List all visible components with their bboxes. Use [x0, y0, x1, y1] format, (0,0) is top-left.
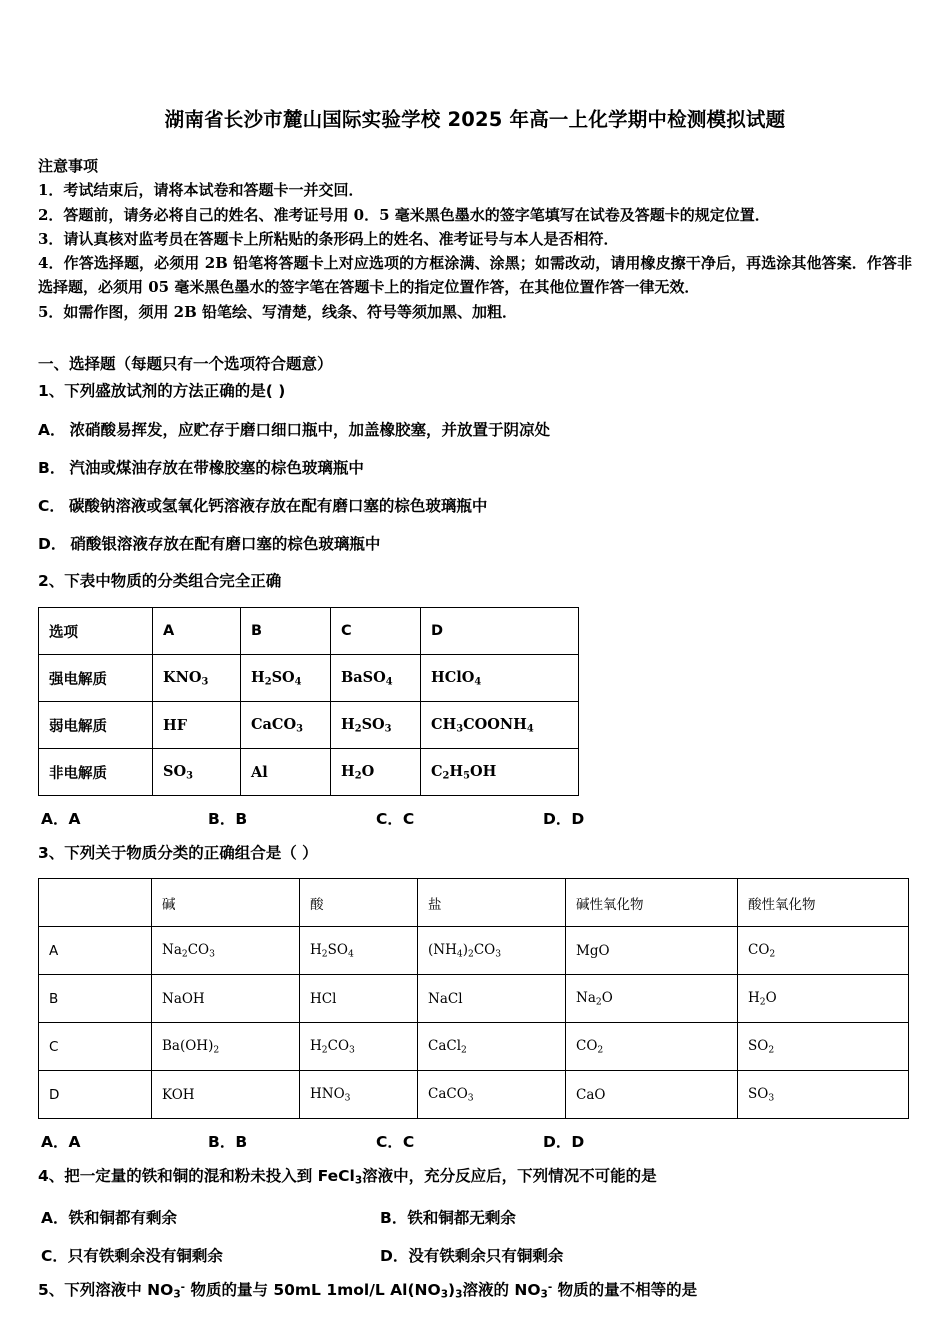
cell-formula: $CO_2$ [738, 927, 909, 975]
cell-formula: $SO_3$ [153, 749, 241, 796]
question-4-options-row-2 [38, 1244, 912, 1266]
cell-formula: HCl [300, 975, 418, 1023]
option-label: A． [41, 1208, 69, 1227]
header-cell-d: D [421, 608, 579, 655]
cell-formula: $H_2CO_3$ [300, 1023, 418, 1071]
question-4-option-c[interactable] [41, 1244, 223, 1266]
cell-formula: CaCO$_3$ [418, 1071, 566, 1119]
notice-line-1: 1．考试结束后，请将本试卷和答题卡一并交回． [38, 181, 364, 200]
table-row [39, 1023, 909, 1071]
cell-formula: $H_2SO_4$ [241, 655, 331, 702]
cell-formula: $C_2H_5OH$ [421, 749, 579, 796]
question-1-stem: 1、下列盛放试剂的方法正确的是( ) [38, 381, 286, 400]
question-3-answer-a[interactable]: A．A [41, 1133, 81, 1152]
cell-formula: $Na_2CO_3$ [152, 927, 300, 975]
cell-formula: HClO$_4$ [421, 655, 579, 702]
option-text: 汽油或煤油存放在带橡胶塞的棕色玻璃瓶中 [69, 458, 364, 477]
cell-formula: HF [153, 702, 241, 749]
classification-table-body [39, 879, 909, 1119]
cell-formula: BaSO$_4$ [331, 655, 421, 702]
question-2-answer-b[interactable]: B．B [208, 810, 248, 829]
cell-formula: $H_2O$ [331, 749, 421, 796]
option-text: 硝酸银溶液存放在配有磨口塞的棕色玻璃瓶中 [70, 535, 381, 554]
cell-formula: $Ba(OH)_2$ [152, 1023, 300, 1071]
question-1-option-c[interactable] [38, 495, 912, 518]
cell-formula: NaOH [152, 975, 300, 1023]
table-row-header [39, 879, 909, 927]
table-row-header [39, 608, 579, 655]
notice-heading: 注意事项 [38, 157, 99, 175]
cell-formula: MgO [566, 927, 738, 975]
question-1-option-b[interactable] [38, 457, 912, 480]
header-cell-acid: 酸 [300, 879, 418, 927]
question-4-option-d[interactable] [380, 1244, 563, 1266]
notice-line-2: 2．答题前，请务必将自己的姓名、准考证号用 0．5 毫米黑色墨水的签字笔填写在试卷及答题卡的规定位置． [38, 205, 770, 224]
cell-formula: $Na_2O$ [566, 975, 738, 1023]
cell-formula: $KNO_3$ [153, 655, 241, 702]
question-3-stem: 3、下列关于物质分类的正确组合是（ ） [38, 844, 318, 863]
table-row [39, 655, 579, 702]
electrolyte-table-body [39, 608, 579, 796]
row-label: 弱电解质 [39, 702, 153, 749]
row-label: B [39, 975, 152, 1023]
cell-formula: $H_2O$ [738, 975, 909, 1023]
option-label: C． [41, 1246, 68, 1265]
question-3-answer-row [38, 1130, 912, 1152]
option-text: 碳酸钠溶液或氢氧化钙溶液存放在配有磨口塞的棕色玻璃瓶中 [68, 497, 488, 516]
question-3-answer-b[interactable]: B．B [208, 1133, 248, 1152]
cell-formula: KOH [152, 1071, 300, 1119]
header-cell-basic-oxide: 碱性氧化物 [566, 879, 738, 927]
option-text: 浓硝酸易挥发，应贮存于磨口细口瓶中，加盖橡胶塞，并放置于阴凉处 [69, 420, 551, 439]
question-2-answer-d[interactable]: D．D [543, 810, 585, 829]
cell-formula: $H_2SO_3$ [331, 702, 421, 749]
header-cell-acidic-oxide: 酸性氧化物 [738, 879, 909, 927]
cell-formula: $(NH_4)_2CO_3$ [418, 927, 566, 975]
cell-formula: $CH_3COONH_4$ [421, 702, 579, 749]
option-text: 没有铁剩余只有铜剩余 [408, 1246, 564, 1265]
notice-line-5: 5．如需作图，须用 2B 铅笔绘、写清楚，线条、符号等须加黑、加粗． [38, 302, 517, 321]
notice-line-4: 4．作答选择题，必须用 2B 铅笔将答题卡上对应选项的方框涂满、涂黑；如需改动，请用橡皮擦干净后，再选涂其他答案．作答非选择题，必须用 05 毫米黑色墨水的签字笔在答题卡上的指定位置作答，在其他位置作答一律无效． [38, 254, 912, 297]
row-label: D [39, 1071, 152, 1119]
question-4-option-b[interactable] [380, 1206, 516, 1228]
page-title: 湖南省长沙市麓山国际实验学校 2025 年高一上化学期中检测模拟试题 [164, 108, 786, 131]
question-2-stem: 2、下表中物质的分类组合完全正确 [38, 571, 282, 590]
cell-formula: $SO_2$ [738, 1023, 909, 1071]
substance-classification-table [38, 878, 909, 1119]
row-label: 非电解质 [39, 749, 153, 796]
cell-formula: $SO_3$ [738, 1071, 909, 1119]
cell-formula: CaO [566, 1071, 738, 1119]
table-row [39, 927, 909, 975]
question-3-answer-c[interactable]: C．C [376, 1133, 415, 1152]
question-1-option-a[interactable] [38, 419, 912, 442]
cell-formula: $HNO_3$ [300, 1071, 418, 1119]
question-4-stem-text: 4、把一定量的铁和铜的混和粉未投入到 FeCl$_3$溶液中，充分反应后，下列情况不可能的是 [38, 1167, 657, 1187]
question-4-stem [38, 1164, 912, 1190]
option-text: 只有铁剩余没有铜剩余 [67, 1246, 223, 1265]
header-cell-option: 选项 [39, 608, 153, 655]
header-cell-b: B [241, 608, 331, 655]
question-5-stem [38, 1278, 912, 1304]
table-row [39, 975, 909, 1023]
header-cell-a: A [153, 608, 241, 655]
option-label: D． [380, 1246, 409, 1265]
option-text: 铁和铜都无剩余 [407, 1208, 516, 1227]
option-label: D． [38, 535, 67, 554]
section-heading-choice: 一、选择题（每题只有一个选项符合题意） [38, 355, 333, 374]
table-row [39, 1071, 909, 1119]
header-cell-salt: 盐 [418, 879, 566, 927]
header-cell-base: 碱 [152, 879, 300, 927]
cell-formula: $CO_2$ [566, 1023, 738, 1071]
row-label: A [39, 927, 152, 975]
notice-block [38, 155, 912, 324]
question-2-answer-row [38, 807, 912, 829]
option-label: B． [38, 458, 66, 477]
option-text: 铁和铜都有剩余 [68, 1208, 178, 1227]
cell-formula: Al [241, 749, 331, 796]
question-4-option-a[interactable] [41, 1206, 177, 1228]
question-4-options-row-1 [38, 1206, 912, 1228]
cell-formula: $H_2SO_4$ [300, 927, 418, 975]
row-label: 强电解质 [39, 655, 153, 702]
electrolyte-classification-table [38, 607, 579, 796]
cell-formula: CaCl$_2$ [418, 1023, 566, 1071]
header-cell-blank [39, 879, 152, 927]
option-label: B． [380, 1208, 408, 1227]
header-cell-c: C [331, 608, 421, 655]
table-row [39, 702, 579, 749]
question-3-answer-d[interactable]: D．D [543, 1133, 585, 1152]
option-label: C． [38, 497, 65, 516]
cell-formula: NaCl [418, 975, 566, 1023]
question-2-answer-a[interactable]: A．A [41, 810, 81, 829]
question-2-answer-c[interactable]: C．C [376, 810, 415, 829]
option-label: A． [38, 420, 66, 439]
table-row [39, 749, 579, 796]
row-label: C [39, 1023, 152, 1071]
cell-formula: CaCO$_3$ [241, 702, 331, 749]
question-1-option-d[interactable] [38, 533, 912, 556]
question-5-stem-text: 5、下列溶液中 $NO_3^-$ 物质的量与 50mL 1mol/L $Al(NO_3)_3$溶液的 $NO_3^-$ 物质的量不相等的是 [38, 1280, 698, 1301]
notice-line-3: 3．请认真核对监考员在答题卡上所粘贴的条形码上的姓名、准考证号与本人是否相符． [38, 229, 619, 248]
